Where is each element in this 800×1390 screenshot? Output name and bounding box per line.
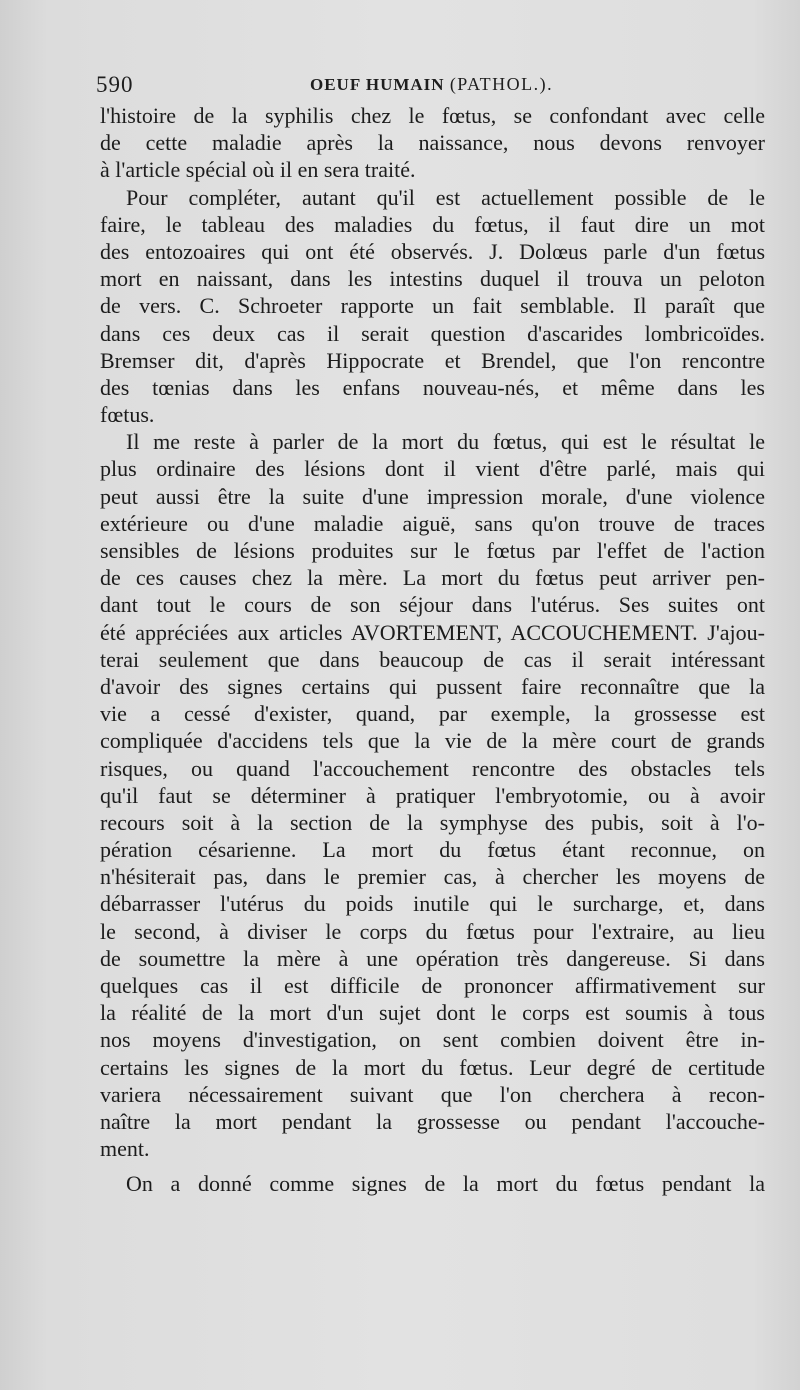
text-line: recours soit à la section de la symphyse des pubis, soit à l'o- — [100, 809, 765, 835]
text-line: risques, ou quand l'accouchement rencontre des obstacles tels — [100, 755, 765, 781]
text-line: Il me reste à parler de la mort du fœtus, qui est le résultat le — [126, 429, 765, 455]
text-line: ment. — [100, 1136, 150, 1162]
running-title-main: OEUF HUMAIN — [310, 75, 445, 94]
text-line: peut aussi être la suite d'une impression morale, d'une violence — [100, 483, 765, 509]
text-line: de ces causes chez la mère. La mort du fœtus peut arriver pen- — [100, 565, 765, 591]
body-text — [100, 102, 765, 1198]
text-line: qu'il faut se déterminer à pratiquer l'embryotomie, ou à avoir — [100, 782, 765, 808]
running-title-sub: (PATHOL.). — [449, 74, 554, 94]
text-line: Pour compléter, autant qu'il est actuellement possible de le — [126, 184, 765, 210]
text-line: certains les signes de la mort du fœtus. Leur degré de certitude — [100, 1054, 765, 1080]
running-title — [310, 74, 553, 95]
text-line: vie a cessé d'exister, quand, par exemple, la grossesse est — [100, 701, 765, 727]
text-line: le second, à diviser le corps du fœtus pour l'extraire, au lieu — [100, 918, 765, 944]
text-line: la réalité de la mort d'un sujet dont le corps est soumis à tous — [100, 1000, 765, 1026]
text-line: compliquée d'accidens tels que la vie de la mère court de grands — [100, 728, 765, 754]
text-line: extérieure ou d'une maladie aiguë, sans qu'on trouve de traces — [100, 510, 765, 536]
text-line: nos moyens d'investigation, on sent combien doivent être in- — [100, 1027, 765, 1053]
text-line: été appréciées aux articles AVORTEMENT, ACCOUCHEMENT. J'ajou- — [100, 619, 765, 645]
text-line: On a donné comme signes de la mort du fœtus pendant la — [126, 1171, 765, 1197]
text-line: terai seulement que dans beaucoup de cas il serait intéressant — [100, 646, 765, 672]
page-number: 590 — [96, 72, 134, 97]
text-line: de soumettre la mère à une opération très dangereuse. Si dans — [100, 945, 765, 971]
text-line: mort en naissant, dans les intestins duquel il trouva un peloton — [100, 266, 765, 292]
paragraph-gap — [100, 1162, 765, 1170]
text-line: de cette maladie après la naissance, nous devons renvoyer — [100, 130, 765, 156]
print-mark — [128, 1374, 138, 1386]
text-line: n'hésiterait pas, dans le premier cas, à chercher les moyens de — [100, 864, 765, 890]
text-line: variera nécessairement suivant que l'on cherchera à recon- — [100, 1081, 765, 1107]
text-line: sensibles de lésions produites sur le fœtus par l'effet de l'action — [100, 538, 765, 563]
text-line: dans ces deux cas il serait question d'ascarides lombricoïdes. — [100, 320, 765, 346]
text-line: quelques cas il est difficile de prononcer affirmativement sur — [100, 973, 765, 998]
text-line: de vers. C. Schroeter rapporte un fait semblable. Il paraît que — [100, 293, 765, 319]
text-line: plus ordinaire des lésions dont il vient d'être parlé, mais qui — [100, 456, 765, 482]
text-line: Bremser dit, d'après Hippocrate et Brendel, que l'on rencontre — [100, 347, 765, 373]
text-line: des tœnias dans les enfans nouveau-nés, et même dans les — [100, 374, 765, 400]
text-line: des entozoaires qui ont été observés. J. Dolœus parle d'un fœtus — [100, 238, 765, 264]
text-line: d'avoir des signes certains qui pussent faire reconnaître que la — [100, 673, 765, 699]
text-line: l'histoire de la syphilis chez le fœtus, se confondant avec celle — [100, 103, 765, 128]
text-line: débarrasser l'utérus du poids inutile qui le surcharge, et, dans — [100, 891, 765, 917]
text-line: à l'article spécial où il en sera traité. — [100, 157, 416, 183]
text-line: naître la mort pendant la grossesse ou pendant l'accouche- — [100, 1108, 765, 1134]
text-line: fœtus. — [100, 402, 155, 428]
text-line: pération césarienne. La mort du fœtus étant reconnue, on — [100, 837, 765, 863]
text-line: faire, le tableau des maladies du fœtus, il faut dire un mot — [100, 211, 765, 237]
running-head — [96, 70, 766, 104]
text-line: dant tout le cours de son séjour dans l'utérus. Ses suites ont — [100, 592, 765, 618]
